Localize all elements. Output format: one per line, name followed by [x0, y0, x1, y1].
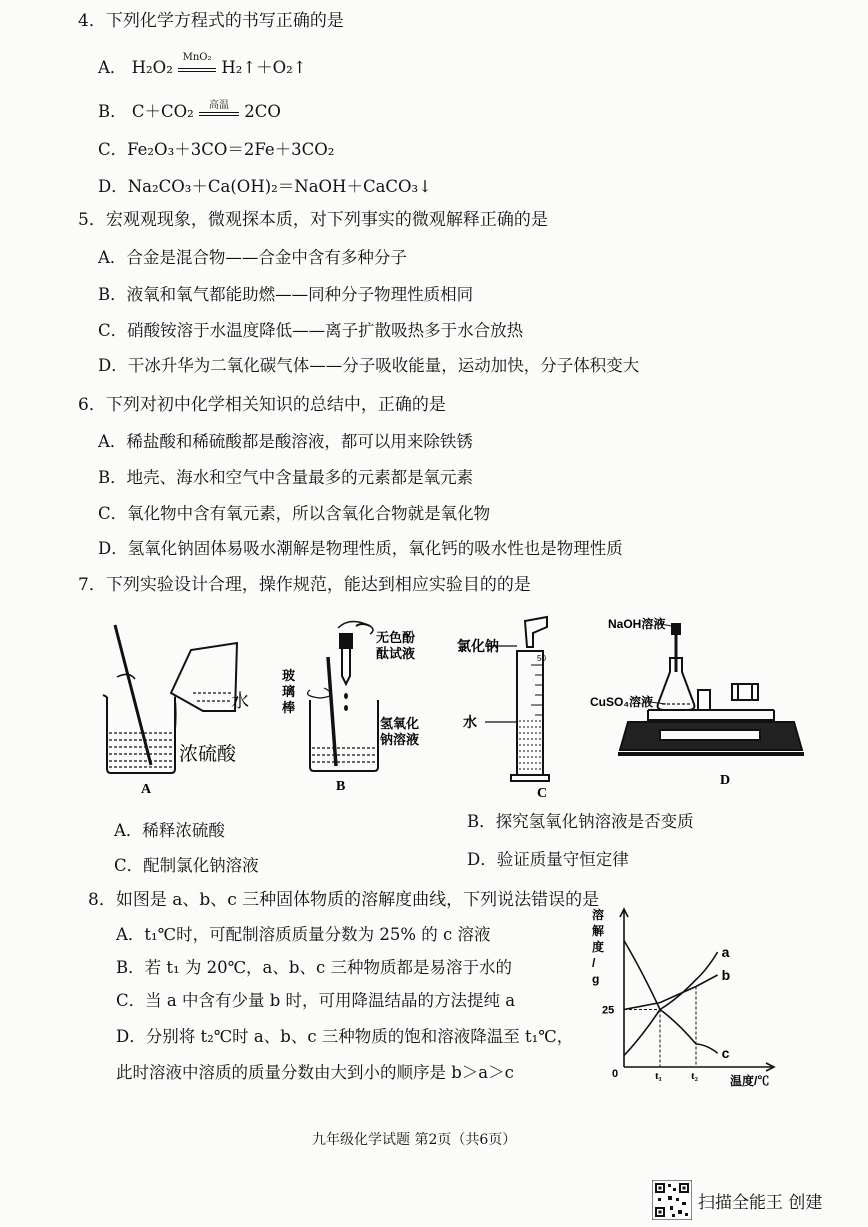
fig-c-tick: 50	[537, 654, 546, 663]
q6-stem: 6．下列对初中化学相关知识的总结中，正确的是	[78, 395, 446, 415]
fig-d-caption: D	[720, 773, 731, 788]
q8-option-c: C．当 a 中含有少量 b 时，可用降温结晶的方法提纯 a	[116, 991, 516, 1010]
series-label-b: b	[721, 967, 731, 983]
q5-option-b: B．液氧和氧气都能助燃——同种分子物理性质相同	[98, 285, 474, 304]
fig-b-indicator-label: 无色酚酞试液	[376, 630, 416, 661]
origin-label: 0	[612, 1068, 619, 1080]
qr-code-icon	[652, 1180, 692, 1220]
figure-a-dilution	[95, 615, 265, 800]
q7-option-b: B．探究氢氧化钠溶液是否变质	[467, 812, 694, 831]
figure-d-balance	[588, 612, 808, 807]
fig-d-naoh-label: NaOH溶液	[608, 617, 666, 631]
solubility-chart	[590, 905, 790, 1095]
fig-c-caption: C	[537, 786, 548, 801]
y-axis-label	[592, 907, 604, 986]
q4-option-b: B． C＋CO₂ 高温 2CO	[98, 99, 281, 121]
q4-stem: 4．下列化学方程式的书写正确的是	[78, 11, 344, 31]
fig-a-acid-label: 浓硫酸	[179, 744, 237, 765]
figure-c-cylinder	[455, 615, 570, 805]
series-label-a: a	[721, 944, 730, 960]
x-tick-label-t₂: t₂	[691, 1070, 698, 1082]
q7-stem: 7．下列实验设计合理，操作规范，能达到相应实验目的的是	[78, 575, 531, 595]
series-line-a	[624, 952, 718, 1056]
q7-option-c: C．配制氯化钠溶液	[114, 856, 259, 875]
y-tick-label-25: 25	[602, 1004, 615, 1017]
q4-option-a: A． H₂O₂ MnO₂ H₂↑＋O₂↑	[98, 51, 307, 77]
q5-stem: 5．宏观观现象，微观探本质，对下列事实的微观解释正确的是	[78, 210, 548, 230]
fig-c-water-label: 水	[463, 714, 477, 730]
fig-d-cuso4-label: CuSO₄溶液	[590, 695, 654, 709]
q6-option-c: C．氧化物中含有氧元素，所以含氧化合物就是氧化物	[98, 504, 491, 523]
fig-a-water-label: 水	[231, 691, 249, 711]
series-label-c: c	[721, 1045, 730, 1062]
q7-option-d: D．验证质量守恒定律	[467, 850, 629, 869]
q8-stem: 8．如图是 a、b、c 三种固体物质的溶解度曲线，下列说法错误的是	[88, 890, 600, 910]
q7-option-a: A．稀释浓硫酸	[114, 821, 225, 840]
fig-c-salt-label: 氯化钠	[457, 638, 499, 654]
fig-a-caption: A	[141, 782, 152, 797]
page-footer: 九年级化学试题 第2页（共6页）	[312, 1132, 517, 1148]
q6-option-d: D．氢氧化钠固体易吸水潮解是物理性质，氧化钙的吸水性也是物理性质	[98, 539, 623, 558]
q6-option-b: B．地壳、海水和空气中含量最多的元素都是氧元素	[98, 468, 474, 487]
q5-option-a: A．合金是混合物——合金中含有多种分子	[98, 248, 407, 267]
series-line-c	[624, 941, 718, 1054]
q5-option-d: D．干冰升华为二氧化碳气体——分子吸收能量，运动加快，分子体积变大	[98, 356, 640, 375]
scanner-watermark: 扫描全能王 创建	[698, 1193, 823, 1213]
fig-b-rod-label: 玻璃棒	[282, 668, 296, 715]
x-axis-label: 温度/℃	[730, 1074, 770, 1088]
series-line-b	[624, 975, 718, 1010]
fig-b-solution-label: 氢氧化钠溶液	[380, 716, 420, 747]
q8-option-a: A．t₁℃时，可配制溶质质量分数为 25% 的 c 溶液	[116, 925, 491, 944]
q4-option-d: D．Na₂CO₃＋Ca(OH)₂＝NaOH＋CaCO₃↓	[98, 177, 433, 196]
q6-option-a: A．稀盐酸和稀硫酸都是酸溶液，都可以用来除铁锈	[98, 432, 473, 451]
figure-b-indicator	[280, 612, 430, 797]
fig-b-rod-1: 玻	[282, 668, 296, 683]
q8-option-d-cont: 此时溶液中溶质的质量分数由大到小的顺序是 b＞a＞c	[116, 1063, 514, 1082]
q8-option-b: B．若 t₁ 为 20℃，a、b、c 三种物质都是易溶于水的	[116, 958, 512, 977]
q8-option-d: D．分别将 t₂℃时 a、b、c 三种物质的饱和溶液降温至 t₁℃，	[116, 1027, 574, 1046]
x-tick-label-t₁: t₁	[655, 1070, 662, 1082]
q4-option-c: C．Fe₂O₃＋3CO＝2Fe＋3CO₂	[98, 140, 335, 159]
q5-option-c: C．硝酸铵溶于水温度降低——离子扩散吸热多于水合放热	[98, 321, 524, 340]
y-axis-label-text: 溶解度/ g	[592, 908, 605, 986]
fig-b-caption: B	[336, 779, 346, 794]
